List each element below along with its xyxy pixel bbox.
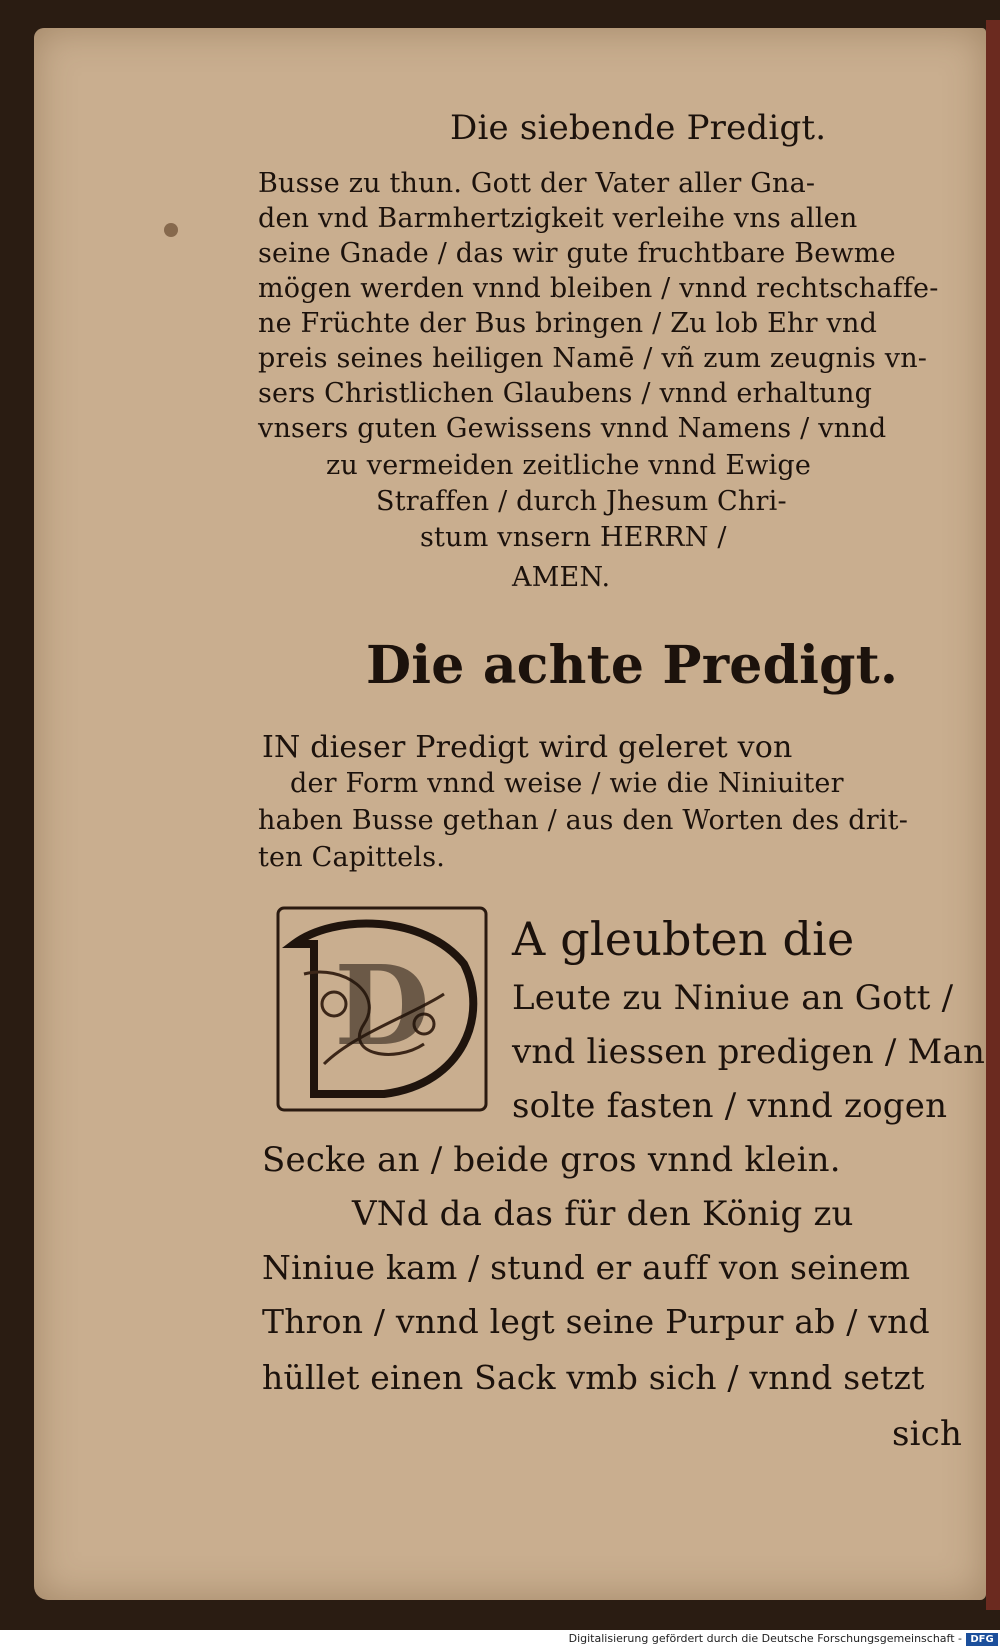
footer-credit: Digitalisierung gefördert durch die Deutsche Forschungsgemeinschaft - <box>568 1632 962 1645</box>
decorated-initial <box>274 904 490 1114</box>
body-line: Leute zu Niniue an Gott / <box>512 978 954 1018</box>
dfg-logo-badge: DFG <box>966 1633 998 1646</box>
running-header: Die siebende Predigt. <box>450 108 827 148</box>
catchword: sich <box>892 1414 963 1454</box>
book-binding-edge <box>986 20 1000 1610</box>
text-line: stum vnsern HERRN / <box>420 522 727 553</box>
text-line-amen: AMEN. <box>512 562 611 593</box>
text-line: ne Früchte der Bus bringen / Zu lob Ehr vnd <box>258 308 878 339</box>
text-line: den vnd Barmhertzigkeit verleihe vns allen <box>258 203 858 234</box>
text-line: Busse zu thun. Gott der Vater aller Gna- <box>258 168 816 199</box>
body-line: Niniue kam / stund er auff von seinem <box>262 1248 911 1287</box>
text-line: sers Christlichen Glaubens / vnnd erhaltung <box>258 378 873 409</box>
body-line: A gleubten die <box>512 912 855 966</box>
initial-letter: D <box>334 941 430 1070</box>
body-line: Thron / vnnd legt seine Purpur ab / vnd <box>262 1302 930 1341</box>
body-line: hüllet einen Sack vmb sich / vnnd setzt <box>262 1358 925 1397</box>
summary-line: IN dieser Predigt wird geleret von <box>262 730 793 765</box>
text-line: preis seines heiligen Namē / vñ zum zeugnis vn- <box>258 343 928 374</box>
summary-line: ten Capittels. <box>258 842 446 873</box>
text-line: Straffen / durch Jhesum Chri- <box>376 486 787 517</box>
body-line: VNd da das für den König zu <box>352 1194 854 1234</box>
body-line: vnd liessen predigen / Man <box>512 1032 986 1072</box>
text-line: mögen werden vnnd bleiben / vnnd rechtschaffe- <box>258 273 939 304</box>
body-line: Secke an / beide gros vnnd klein. <box>262 1140 841 1180</box>
summary-line: der Form vnnd weise / wie die Niniuiter <box>290 768 844 799</box>
body-line: solte fasten / vnnd zogen <box>512 1086 948 1126</box>
ink-stain <box>164 223 178 237</box>
summary-line: haben Busse gethan / aus den Worten des drit- <box>258 805 909 836</box>
text-line: vnsers guten Gewissens vnnd Namens / vnnd <box>258 413 887 444</box>
section-heading: Die achte Predigt. <box>366 635 899 696</box>
text-line: seine Gnade / das wir gute fruchtbare Bewme <box>258 238 896 269</box>
text-line: zu vermeiden zeitliche vnnd Ewige <box>326 450 812 481</box>
